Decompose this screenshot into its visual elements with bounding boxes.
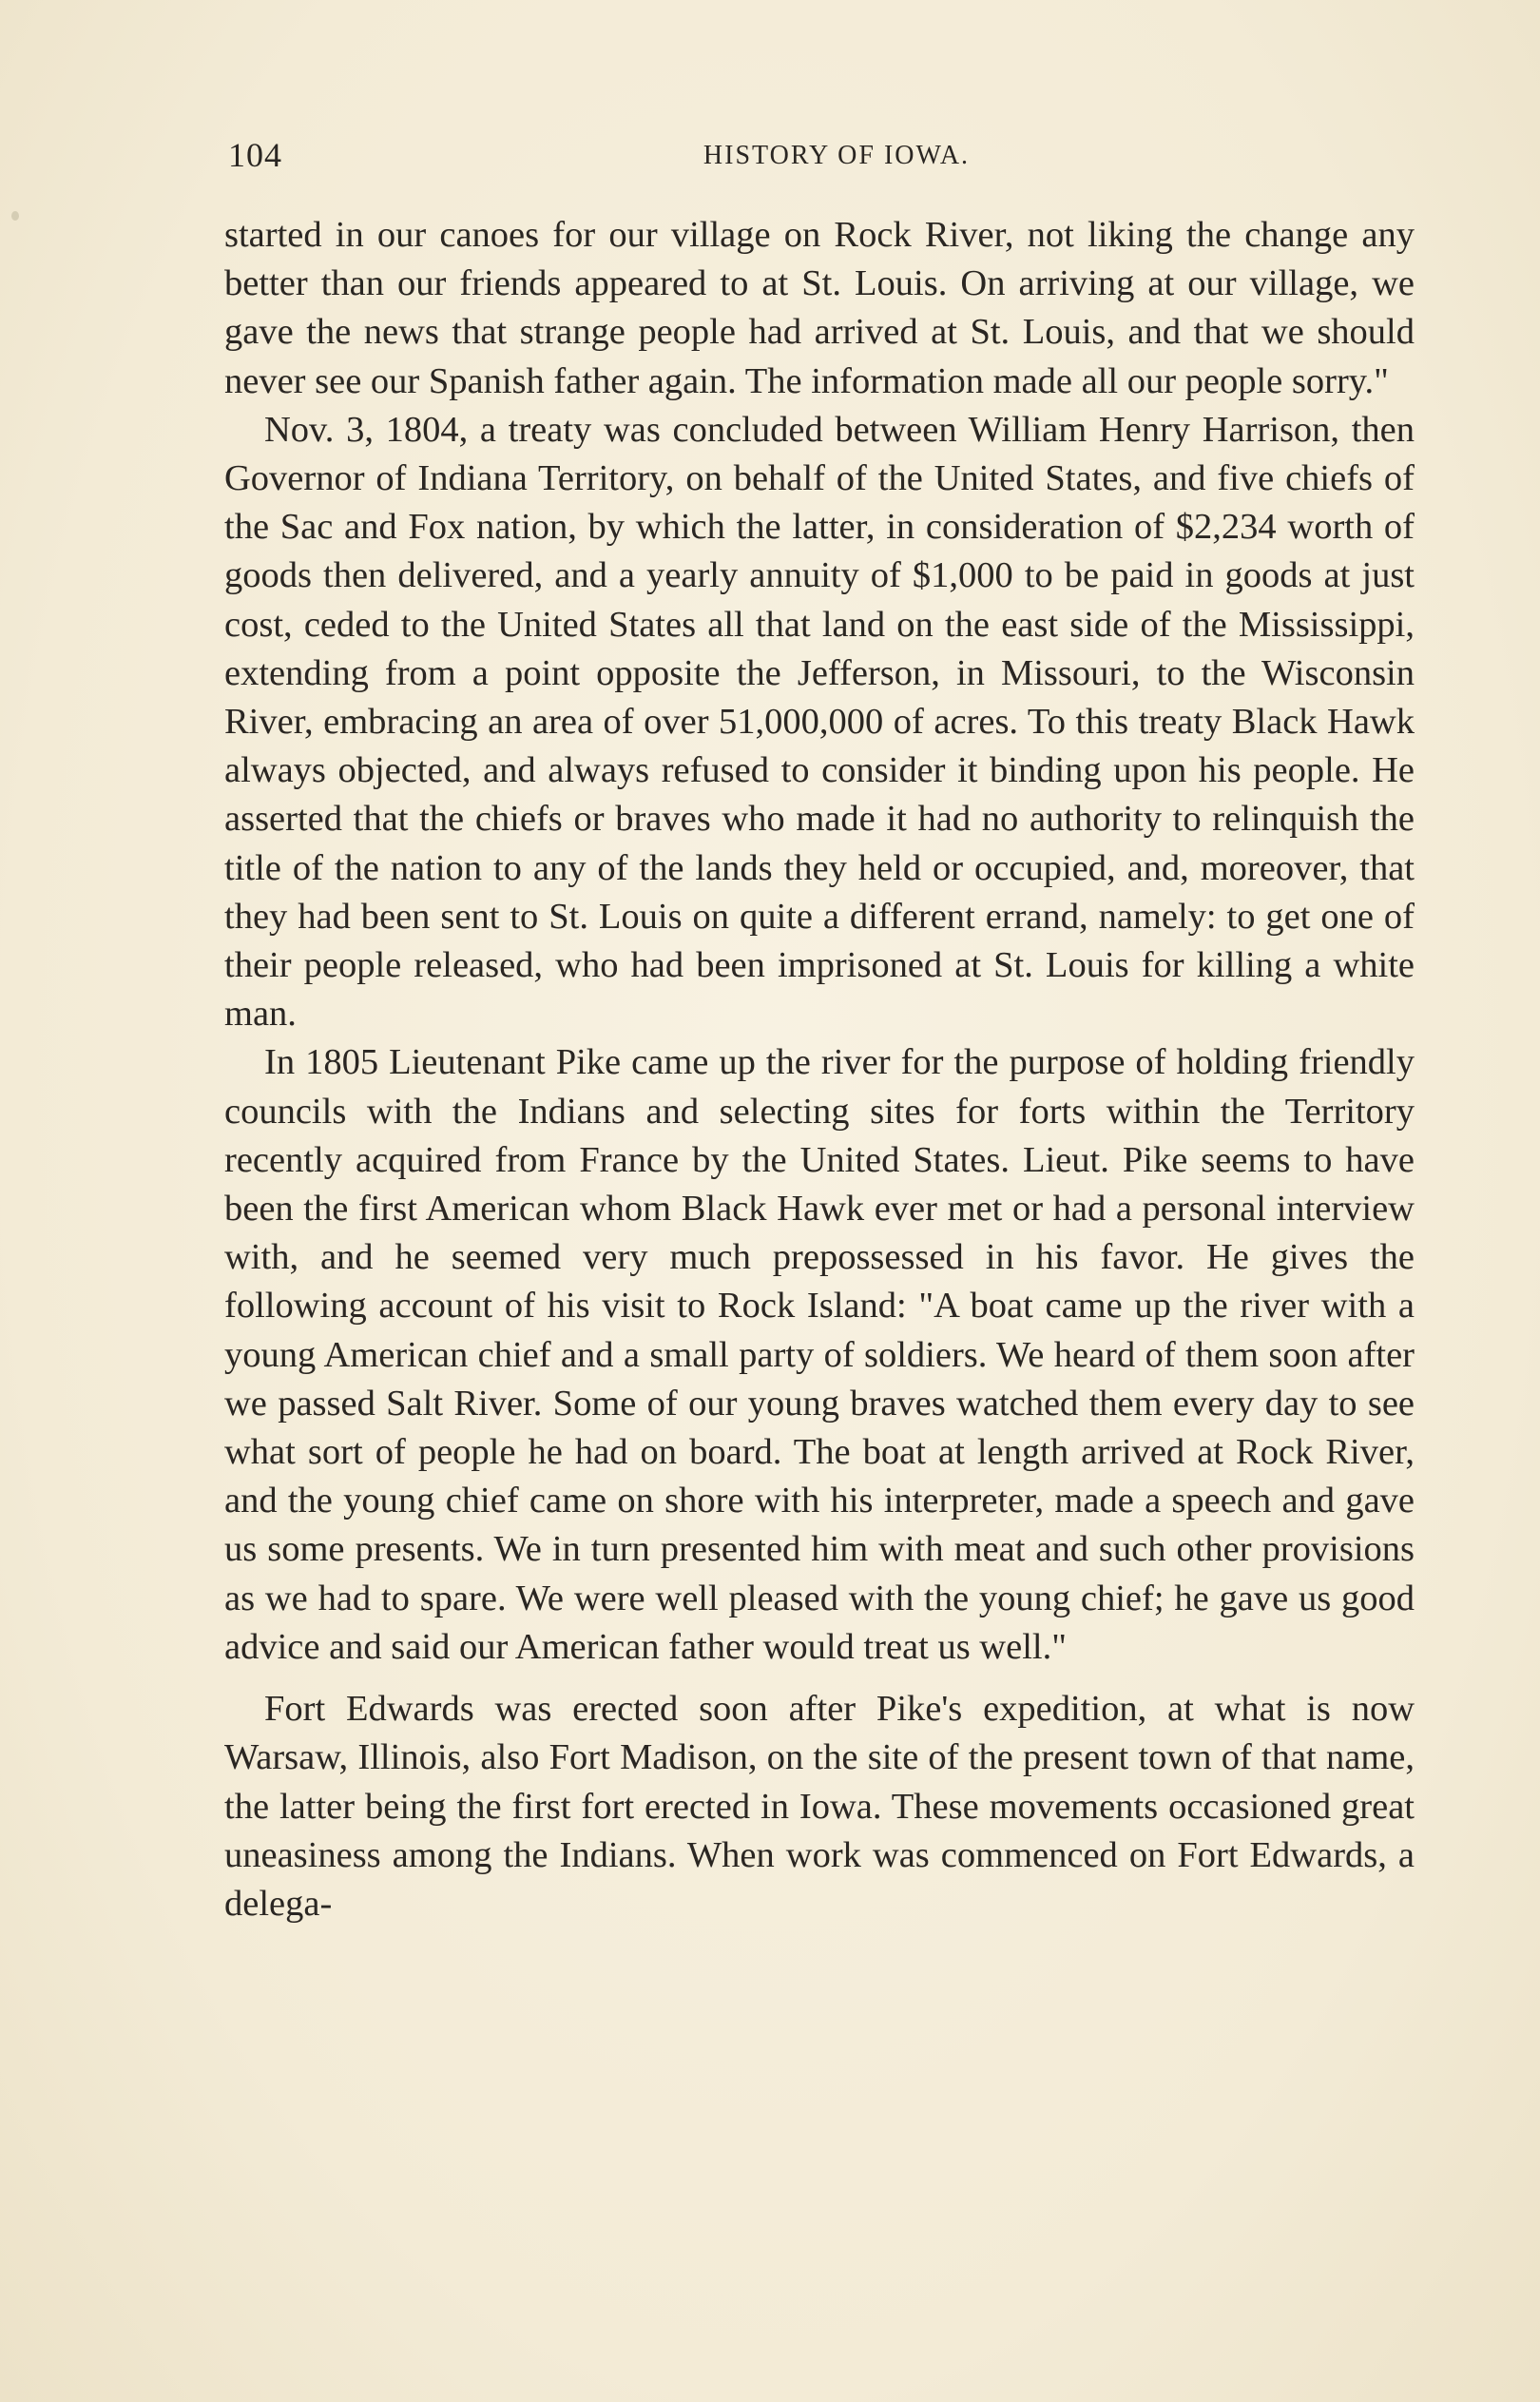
page-header [228,135,1407,177]
paragraph-fort-edwards: Fort Edwards was erected soon after Pike's expedition, at what is now Warsaw, Illinois, also Fort Madison, on the site of the present town of that name, the latter being the first fort erected in Iowa. These movements occasioned great uneasiness among the Indians. When work was commenced on Fort Edwards, a delega- [224,1689,1415,1924]
running-head: HISTORY OF IOWA. [703,141,971,170]
paragraph-treaty-1804: Nov. 3, 1804, a treaty was concluded between William Henry Harrison, then Governor of Indiana Territory, on behalf of the United States, and five chiefs of the Sac and Fox nation, by which the latter, in consideration of $2,234 worth of goods then delivered, and a yearly annuity of $1,000 to be paid in goods at just cost, ceded to the United States all that land on the east side of the Mississippi, extending from a point opposite the Jefferson, in Missouri, to the Wisconsin River, embracing an area of over 51,000,000 of acres. To this treaty Black Hawk always objected, and always refused to consider it binding upon his people. He asserted that the chiefs or braves who made it had no authority to relinquish the title of the nation to any of the lands they held or occupied, and, moreover, that they had been sent to St. Louis on quite a different errand, namely: to get one of their people released, who had been imprisoned at St. Louis for killing a white man. [224,409,1415,1035]
margin-blemish [11,211,19,221]
paragraph-continued: started in our canoes for our village on Rock River, not liking the change any better than our friends appeared to at St. Louis. On arriving at our village, we gave the news that strange people had arrived at St. Louis, and that we should never see our Spanish father again. The information made all our people sorry." [224,215,1415,401]
page-number: 104 [228,136,282,174]
body-text [224,211,1415,1928]
paragraph-pike-1805: In 1805 Lieutenant Pike came up the river for the purpose of holding friendly councils with the Indians and selecting sites for forts within the Territory recently acquired from France by the United States. Lieut. Pike seems to have been the first American whom Black Hawk ever met or had a personal interview with, and he seemed very much prepossessed in his favor. He gives the following account of his visit to Rock Island: "A boat came up the river with a young American chief and a small party of soldiers. We heard of them soon after we passed Salt River. Some of our young braves watched them every day to see what sort of people he had on board. The boat at length arrived at Rock River, and the young chief came on shore with his interpreter, made a speech and gave us some presents. We in turn presented him with meat and such other provisions as we had to spare. We were well pleased with the young chief; he gave us good advice and said our American father would treat us well." [224,1042,1415,1667]
